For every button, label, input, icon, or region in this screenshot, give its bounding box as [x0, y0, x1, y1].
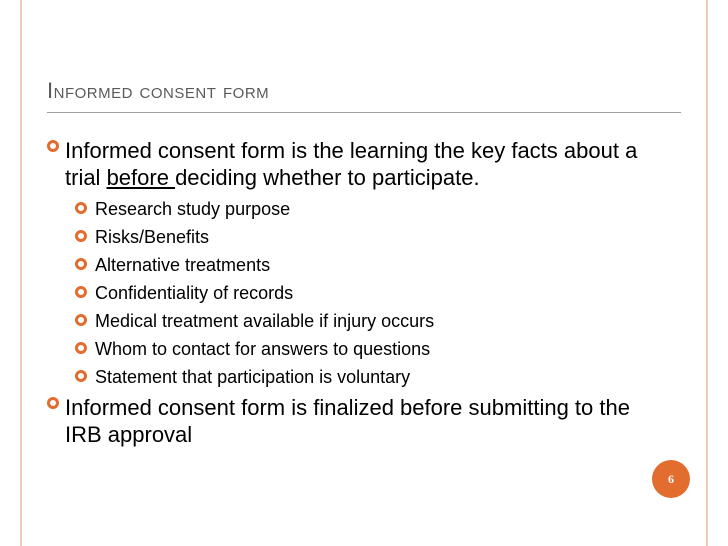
bullet-circle-icon — [75, 230, 87, 242]
bullet-circle-icon — [75, 286, 87, 298]
sub-bullet-4: Confidentiality of records — [75, 282, 293, 304]
bullet-2: Informed consent form is finalized before submitting to the IRB approval — [47, 394, 647, 448]
bullet-1 — [47, 137, 647, 191]
sub-bullet-2: Risks/Benefits — [75, 226, 209, 248]
bullet-circle-icon — [75, 342, 87, 354]
bullet-1-text: Informed consent form is the learning the key facts about a trial before deciding whether to participate. — [65, 138, 638, 190]
bullet-circle-icon — [47, 397, 59, 409]
sub-bullet-1: Research study purpose — [75, 198, 290, 220]
title-divider — [47, 112, 681, 113]
bullet-circle-icon — [75, 202, 87, 214]
bullet-circle-icon — [75, 370, 87, 382]
bullet-circle-icon — [75, 258, 87, 270]
page-number-badge: 6 — [652, 460, 690, 498]
sub-bullet-3: Alternative treatments — [75, 254, 270, 276]
bullet-circle-icon — [47, 140, 59, 152]
sub-bullet-5: Medical treatment available if injury occurs — [75, 310, 434, 332]
bullet-circle-icon — [75, 314, 87, 326]
sub-bullet-6: Whom to contact for answers to questions — [75, 338, 430, 360]
sub-bullet-7: Statement that participation is voluntary — [75, 366, 410, 388]
slide-title: Informed consent form — [47, 78, 270, 103]
